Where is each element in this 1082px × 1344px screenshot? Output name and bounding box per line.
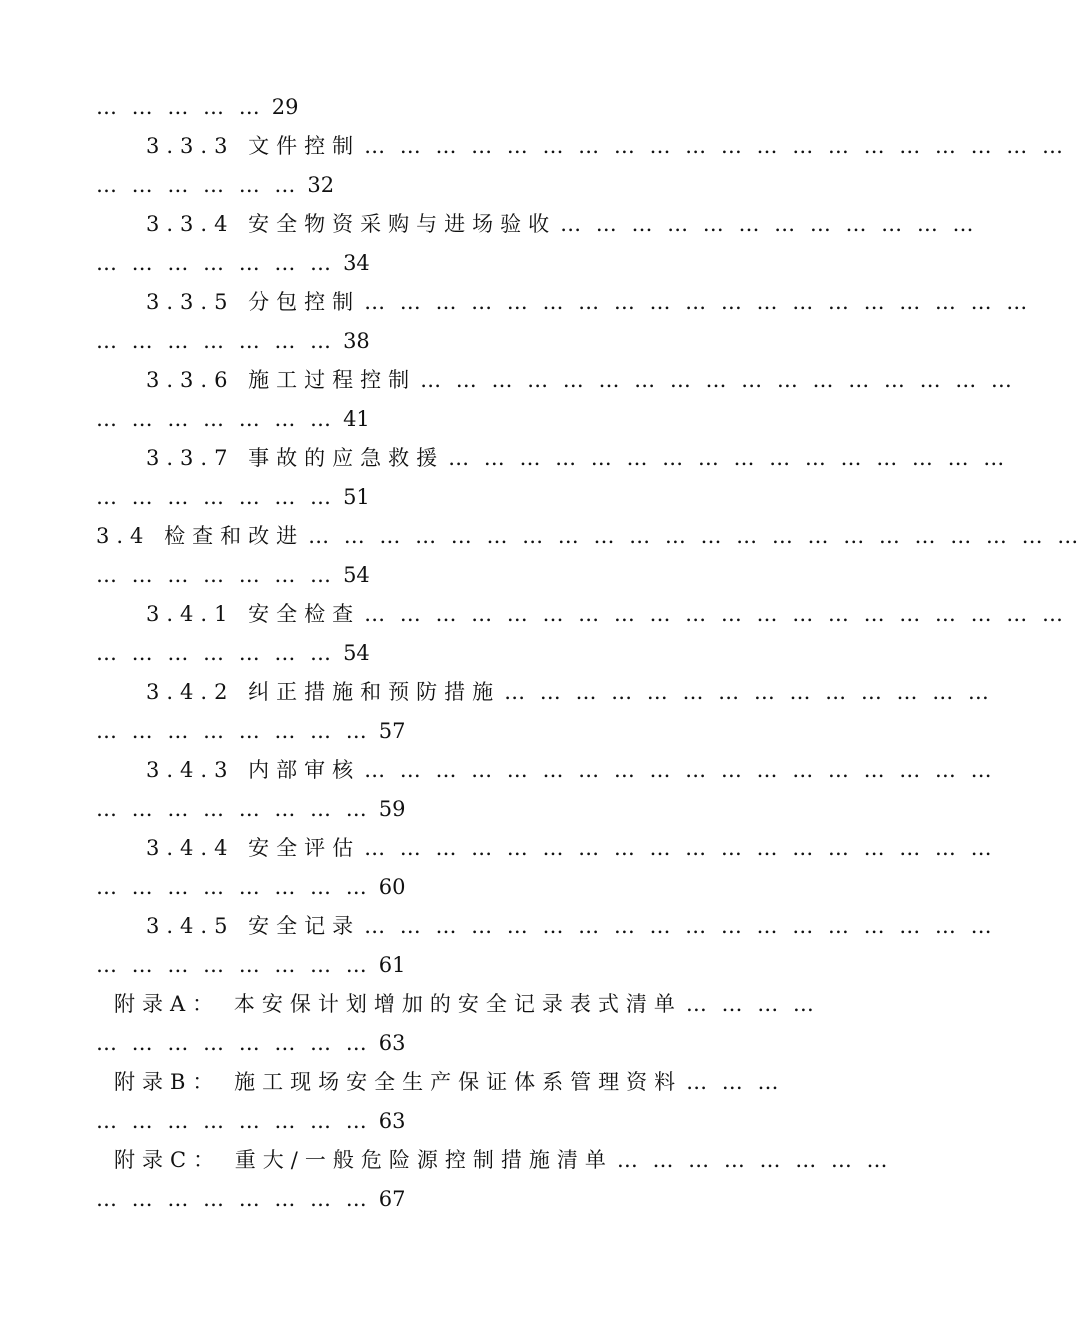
toc-leader-dots: … … … … … … …: [96, 407, 336, 431]
toc-entry-title: 附录B： 施工现场安全生产保证体系管理资料: [114, 1070, 683, 1094]
toc-entry-title-line[interactable]: [96, 833, 996, 863]
toc-leader-dots: … … … … … … … …: [96, 719, 371, 743]
toc-page-number: 29: [271, 95, 299, 119]
toc-entry-title-line[interactable]: [96, 131, 1067, 161]
toc-leader-dots: … … … … … … … … … … … … … … … …: [448, 446, 1009, 470]
toc-entry-title-line[interactable]: [96, 599, 1067, 629]
toc-entry-page-line[interactable]: [96, 560, 856, 590]
toc-entry-title: 3.4.4 安全评估: [146, 836, 361, 860]
toc-page-number: 34: [343, 251, 370, 275]
toc-leader-dots: … … … … … … … …: [96, 1109, 371, 1133]
toc-leader-dots: … … … … … … … …: [96, 797, 371, 821]
toc-page-number: 60: [378, 875, 406, 899]
toc-entry-page-line[interactable]: [96, 1106, 856, 1136]
toc-leader-dots: … … … … … … … … … … … … … … … … … …: [364, 914, 996, 938]
toc-entry-title-line[interactable]: [96, 443, 1009, 473]
toc-leader-dots: … … … …: [685, 992, 818, 1016]
toc-entry-title-line[interactable]: [96, 1067, 856, 1097]
toc-leader-dots: … … … … … … … … … … … …: [560, 212, 978, 236]
toc-entry-title: 3.3.6 施工过程控制: [146, 368, 417, 392]
toc-leader-dots: … … … … … … … … … … … … … … … … …: [420, 368, 1016, 392]
toc-entry-title: 3.4.3 内部审核: [146, 758, 361, 782]
toc-leader-dots: … … … … … … … …: [96, 953, 371, 977]
toc-entry-title: 3.3.7 事故的应急救援: [146, 446, 445, 470]
toc-leader-dots: … … … … … … …: [96, 485, 336, 509]
toc-entry-page-line[interactable]: [96, 872, 856, 902]
toc-page-number: 54: [343, 641, 370, 665]
toc-page-number: 63: [378, 1031, 406, 1055]
toc-leader-dots: … … … … … … … …: [96, 1187, 371, 1211]
toc-leader-dots: … … … … … … …: [96, 329, 336, 353]
toc-entry-title: 3.4.2 纠正措施和预防措施: [146, 680, 501, 704]
toc-entry-page-line[interactable]: [96, 1028, 856, 1058]
toc-leader-dots: … … … … … … … … … … … … … …: [504, 680, 993, 704]
toc-entry-title: 3.3.4 安全物资采购与进场验收: [146, 212, 557, 236]
toc-leader-dots: … … … … … … … … … … … … … … … … … …: [364, 836, 996, 860]
toc-entry-title-line[interactable]: [96, 521, 1082, 551]
toc-entry-page-line[interactable]: [96, 248, 856, 278]
toc-entry-page-line[interactable]: [96, 794, 856, 824]
toc-entry-page-line[interactable]: [96, 716, 856, 746]
toc-entry-page-line[interactable]: [96, 950, 856, 980]
toc-leader-dots: … … … … … … … … … … … … … … … … … … … … … …: [308, 524, 1082, 548]
toc-page-number: 67: [378, 1187, 406, 1211]
toc-entry-page-line[interactable]: [96, 1184, 856, 1214]
toc-page-number: 38: [343, 329, 370, 353]
toc-entry-page-line[interactable]: [96, 170, 856, 200]
toc-entry-title: 附录A： 本安保计划增加的安全记录表式清单: [114, 992, 682, 1016]
toc-page-number: 63: [378, 1109, 406, 1133]
toc-leader-dots: … … … … … … … … … … … … … … … … … …: [364, 758, 996, 782]
toc-entry-page-line[interactable]: [96, 482, 856, 512]
toc-leader-dots: … … … … … … … … … … … … … … … … … … … …: [364, 602, 1067, 626]
toc-leader-dots: … … … … … …: [96, 173, 300, 197]
toc-entry-title-line[interactable]: [96, 1145, 892, 1175]
toc-leader-dots: … … … … … … … …: [96, 875, 371, 899]
toc-leader-dots: … … … … … … … …: [96, 1031, 371, 1055]
toc-page-number: 59: [378, 797, 406, 821]
toc-entry-page-line[interactable]: [96, 326, 856, 356]
toc-leader-dots: … … … … … … … …: [616, 1148, 892, 1172]
toc-entry-title: 3.4 检查和改进: [96, 524, 305, 548]
toc-entry-title: 3.4.1 安全检查: [146, 602, 361, 626]
toc-page-number: 61: [378, 953, 406, 977]
toc-entry-title-line[interactable]: [96, 365, 1016, 395]
toc-entry-title: 3.4.5 安全记录: [146, 914, 361, 938]
toc-page-number: 32: [307, 173, 335, 197]
toc-entry-title-line[interactable]: [96, 677, 993, 707]
toc-entry-page-line[interactable]: [96, 638, 856, 668]
toc-entry-title: 3.3.3 文件控制: [146, 134, 361, 158]
toc-page-number: 57: [378, 719, 406, 743]
toc-leader-dots: … … …: [686, 1070, 783, 1094]
toc-entry-title-line[interactable]: [96, 755, 996, 785]
toc-entry-title: 附录C： 重大/一般危险源控制措施清单: [114, 1148, 613, 1172]
toc-entry-title: 3.3.5 分包控制: [146, 290, 361, 314]
toc-entry-title-line[interactable]: [96, 911, 996, 941]
toc-page-number: 41: [343, 407, 370, 431]
toc-leader-dots: … … … … … … … … … … … … … … … … … … …: [364, 290, 1032, 314]
toc-leader-dots: … … … … …: [96, 95, 264, 119]
toc-entry-title-line[interactable]: [96, 209, 978, 239]
toc-entry-title-line[interactable]: [96, 287, 1032, 317]
toc-leader-dots: … … … … … … … … … … … … … … … … … … … …: [364, 134, 1067, 158]
toc-entry-title-line[interactable]: [96, 989, 856, 1019]
toc-entry-page-line[interactable]: [96, 404, 856, 434]
toc-leader-dots: … … … … … … …: [96, 251, 336, 275]
toc-leader-dots: … … … … … … …: [96, 563, 336, 587]
toc-page-number: 51: [343, 485, 370, 509]
toc-page-number: 54: [343, 563, 370, 587]
toc-leader-dots: … … … … … … …: [96, 641, 336, 665]
toc-entry-page-line[interactable]: [96, 92, 856, 122]
